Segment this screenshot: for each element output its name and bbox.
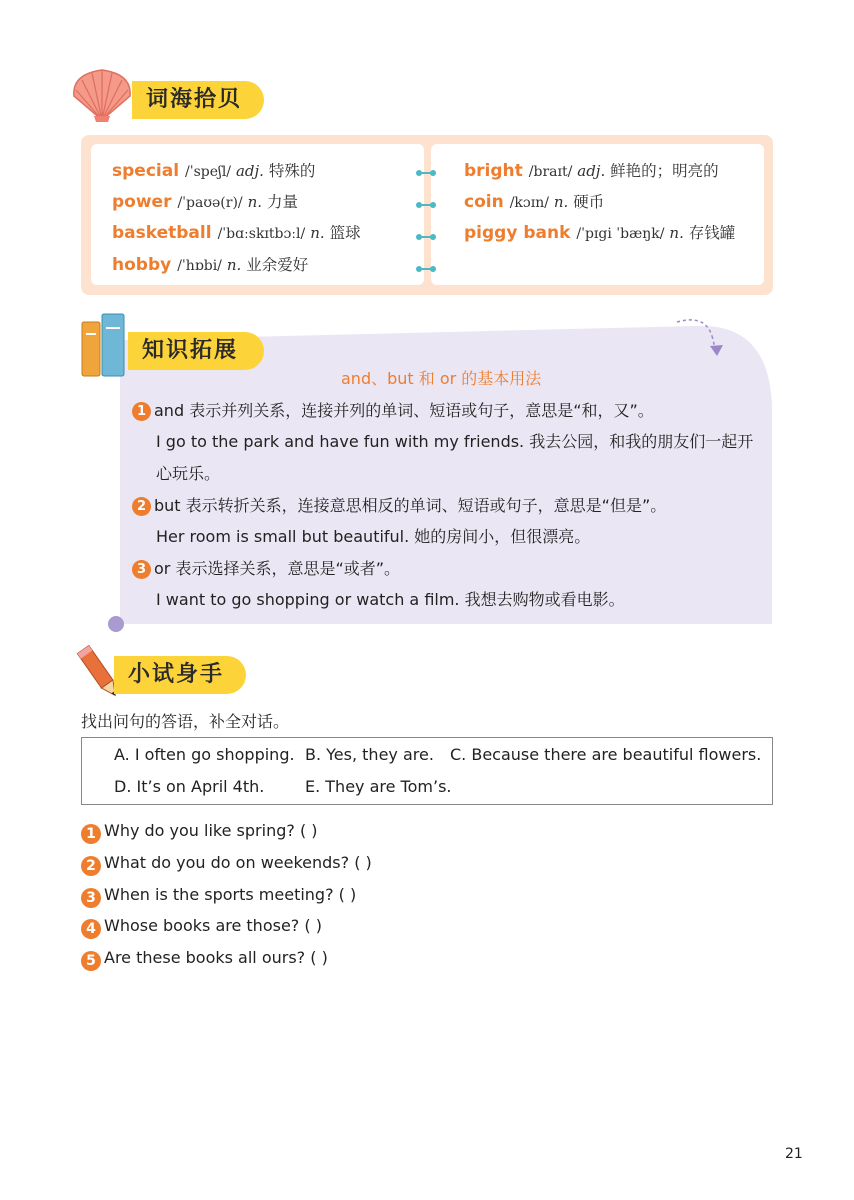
rule-text: and 表示并列关系，连接并列的单词、短语或句子，意思是“和，又”。 — [154, 401, 654, 420]
vocab-meaning: 存钱罐 — [688, 224, 736, 242]
choice-b: B. Yes, they are. — [305, 745, 434, 764]
vocab-word: basketball — [112, 223, 212, 243]
vocab-pos: adj. — [235, 162, 264, 180]
number-badge-3: 3 — [132, 560, 151, 579]
choice-a: A. I often go shopping. — [114, 745, 295, 764]
card-link — [416, 203, 436, 207]
section-title-knowledge: 知识拓展 — [128, 332, 264, 370]
vocab-entry — [112, 190, 298, 212]
vocab-word: special — [112, 161, 180, 181]
question-text[interactable]: What do you do on weekends? ( ) — [104, 853, 372, 872]
knowledge-rule-3 — [132, 556, 400, 579]
knowledge-example-1-cont: 心玩乐。 — [156, 464, 221, 483]
vocab-pos: n. — [226, 256, 242, 274]
vocab-meaning: 力量 — [266, 193, 298, 211]
card-link — [416, 235, 436, 239]
question-5 — [81, 948, 328, 971]
number-badge-1: 1 — [132, 402, 151, 421]
knowledge-example-1: I go to the park and have fun with my friends. 我去公园，和我的朋友们一起开 — [156, 432, 754, 451]
choice-e: E. They are Tom’s. — [305, 777, 452, 796]
knowledge-rule-1 — [132, 398, 654, 421]
question-3 — [81, 885, 356, 908]
question-2 — [81, 853, 372, 876]
number-badge-2: 2 — [132, 497, 151, 516]
vocab-phonetic: /ˈpaʊə(r)/ — [177, 195, 243, 211]
vocab-word: hobby — [112, 255, 172, 275]
rule-text: or 表示选择关系，意思是“或者”。 — [154, 559, 401, 578]
vocab-entry — [112, 221, 361, 243]
question-text[interactable]: Why do you like spring? ( ) — [104, 821, 318, 840]
vocab-pos: n. — [310, 224, 325, 242]
vocab-meaning: 硬币 — [573, 193, 605, 211]
shell-icon — [68, 66, 136, 124]
card-link — [416, 267, 436, 271]
card-link — [416, 171, 436, 175]
vocab-entry — [112, 159, 315, 181]
vocab-pos: adj. — [577, 162, 606, 180]
vocab-entry — [464, 159, 719, 181]
question-1 — [81, 821, 318, 844]
page-number: 21 — [785, 1146, 803, 1162]
question-number: 1 — [81, 824, 101, 844]
vocab-entry — [112, 253, 308, 275]
vocab-phonetic: /ˈspeʃl/ — [185, 164, 232, 180]
question-number: 3 — [81, 888, 101, 908]
vocab-word: piggy bank — [464, 223, 571, 243]
question-text[interactable]: When is the sports meeting? ( ) — [104, 885, 357, 904]
question-4 — [81, 916, 322, 939]
exercise-instruction: 找出问句的答语，补全对话。 — [81, 712, 290, 731]
vocab-phonetic: /ˈpɪgi ˈbæŋk/ — [576, 226, 665, 242]
vocab-entry — [464, 190, 604, 212]
vocab-entry — [464, 221, 735, 243]
vocab-pos: n. — [247, 193, 263, 211]
knowledge-rule-2 — [132, 493, 666, 516]
knowledge-example-3: I want to go shopping or watch a film. 我想去购物或看电影。 — [156, 590, 625, 609]
vocab-pos: n. — [669, 224, 684, 242]
question-number: 5 — [81, 951, 101, 971]
choice-d: D. It’s on April 4th. — [114, 777, 265, 796]
vocab-meaning: 篮球 — [329, 224, 361, 242]
question-text[interactable]: Whose books are those? ( ) — [104, 916, 322, 935]
question-text[interactable]: Are these books all ours? ( ) — [104, 948, 328, 967]
vocab-meaning: 鲜艳的；明亮的 — [610, 162, 719, 180]
rule-text: but 表示转折关系，连接意思相反的单词、短语或句子，意思是“但是”。 — [154, 496, 667, 515]
question-number: 2 — [81, 856, 101, 876]
choice-c: C. Because there are beautiful flowers. — [450, 745, 762, 764]
vocab-word: coin — [464, 192, 504, 212]
vocab-phonetic: /ˈhɒbi/ — [177, 258, 222, 274]
section-title-exercise: 小试身手 — [114, 656, 246, 694]
vocab-word: bright — [464, 161, 523, 181]
knowledge-example-2: Her room is small but beautiful. 她的房间小，但很漂亮。 — [156, 527, 591, 546]
knowledge-subtitle: and、but 和 or 的基本用法 — [341, 369, 542, 388]
vocab-meaning: 业余爱好 — [246, 256, 309, 274]
vocab-word: power — [112, 192, 172, 212]
question-number: 4 — [81, 919, 101, 939]
vocab-phonetic: /ˈbɑːskɪtbɔːl/ — [217, 226, 306, 242]
vocab-phonetic: /braɪt/ — [528, 164, 573, 180]
section-title-vocab: 词海拾贝 — [132, 81, 264, 119]
vocab-pos: n. — [553, 193, 569, 211]
vocab-meaning: 特殊的 — [268, 162, 316, 180]
books-icon — [78, 310, 130, 378]
vocab-phonetic: /kɔɪn/ — [509, 195, 549, 211]
